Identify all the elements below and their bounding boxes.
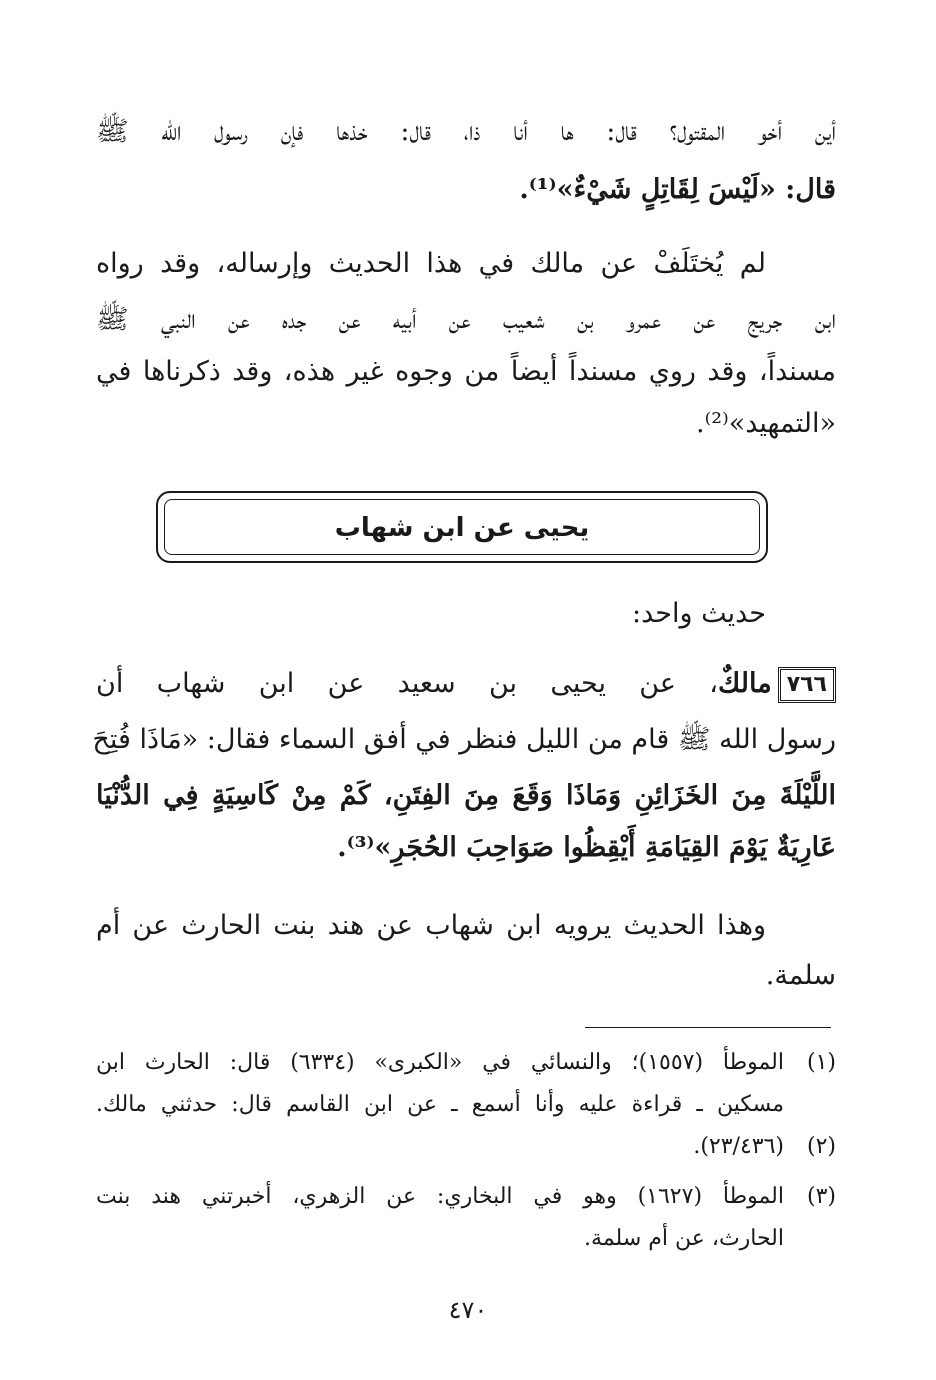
body-line: سلمة.: [765, 960, 836, 991]
footnote-number: (١): [806, 1050, 836, 1075]
body-line: أين أخو المقتول؟ قال: ها أنا ذا، قال: خذها فإن رسول الله ﷺ: [96, 116, 836, 147]
footnote-1-cont: مسكين ـ قراءة عليه وأنا أسمع ـ عن ابن القاسم قال: حدثني مالك.: [96, 1092, 784, 1117]
hadith-count-label: حديث واحد:: [632, 598, 766, 629]
footnote-3-cont: الحارث، عن أم سلمة.: [584, 1226, 784, 1251]
hadith-number-badge: ٧٦٦: [778, 667, 836, 703]
body-line: «التمهيد»⁽²⁾.: [696, 408, 836, 439]
footnote-text: (٢٣/٤٣٦).: [693, 1134, 784, 1159]
footnote-text: الموطأ (١٥٥٧)؛ والنسائي في «الكبرى» (٦٣٣٤) قال: الحارث ابن: [96, 1050, 784, 1075]
hadith-first-line: [96, 664, 836, 704]
hadith-line: رسول الله ﷺ قام من الليل فنظر في أفق السماء فقال: «مَاذَا فُتِحَ: [92, 724, 836, 755]
hadith-narrator: مالكٌ: [718, 668, 772, 699]
footnote-3: [96, 1180, 836, 1214]
hadith-matn-line: اللَّيْلَةَ مِنَ الخَزَائِنِ وَمَاذَا وَقَعَ مِنَ الفِتَنِ، كَمْ مِنْ كَاسِيَةٍ فِي الدُّنْيَا: [96, 780, 836, 811]
page-number: ٤٧٠: [448, 1296, 488, 1324]
footnote-separator: [585, 1027, 831, 1028]
footnote-number: (٣): [806, 1184, 836, 1209]
body-line: ابن جريج عن عمرو بن شعيب عن أبيه عن جده عن النبي ﷺ: [96, 304, 836, 335]
footnote-2: [693, 1130, 836, 1164]
hadith-matn-line: عَارِيَةٌ يَوْمَ القِيَامَةِ أَيْقِظُوا صَوَاحِبَ الحُجَرِ»⁽³⁾.: [337, 832, 836, 863]
footnote-number: (٢): [806, 1134, 836, 1159]
body-line: لم يُختَلَفْ عن مالك في هذا الحديث وإرساله، وقد رواه: [96, 248, 766, 279]
section-title: يحيى عن ابن شهاب: [334, 513, 590, 543]
footnote-1: [96, 1046, 836, 1080]
body-line: مسنداً، وقد روي مسنداً أيضاً من وجوه غير هذه، وقد ذكرناها في: [96, 356, 836, 387]
body-line: وهذا الحديث يرويه ابن شهاب عن هند بنت الحارث عن أم: [96, 910, 766, 941]
section-heading-frame: [156, 491, 768, 563]
footnote-text: الموطأ (١٦٢٧) وهو في البخاري: عن الزهري، أخبرتني هند بنت: [96, 1184, 784, 1209]
hadith-isnad: ، عن يحيى بن سعيد عن ابن شهاب أن: [96, 668, 719, 699]
body-line: قال: «لَيْسَ لِقَاتِلٍ شَيْءٌ»⁽¹⁾.: [519, 174, 836, 205]
